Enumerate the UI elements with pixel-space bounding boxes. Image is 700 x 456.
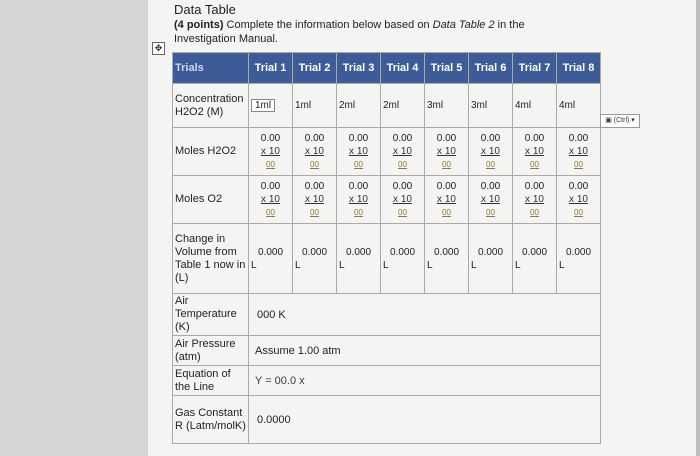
table-cell[interactable] xyxy=(381,176,425,224)
volume-value: 0.000 xyxy=(389,246,416,258)
table-cell[interactable]: 0.0000 xyxy=(249,396,601,444)
table-cell[interactable] xyxy=(557,128,601,176)
exponent: 00 xyxy=(530,160,539,169)
times-ten: x 10 xyxy=(437,194,456,205)
table-cell[interactable] xyxy=(513,84,557,128)
exponent: 00 xyxy=(266,208,275,217)
trial-header: Trial 3 xyxy=(337,53,381,84)
table-cell[interactable] xyxy=(293,176,337,224)
table-cell[interactable] xyxy=(425,84,469,128)
exponent: 00 xyxy=(442,160,451,169)
table-cell[interactable] xyxy=(469,84,513,128)
mantissa: 0.00 xyxy=(568,133,589,144)
table-cell[interactable] xyxy=(425,224,469,294)
table-cell[interactable] xyxy=(557,176,601,224)
table-cell[interactable] xyxy=(557,84,601,128)
times-ten: x 10 xyxy=(349,194,368,205)
air-pressure-row xyxy=(173,336,601,366)
instruction-text: Complete the information below based on xyxy=(223,19,433,31)
concentration-value: 4ml xyxy=(559,100,576,111)
exponent: 00 xyxy=(354,160,363,169)
volume-unit: L xyxy=(251,259,257,271)
volume-unit: L xyxy=(339,259,345,271)
moles-o2-row xyxy=(173,176,601,224)
mantissa: 0.00 xyxy=(524,181,545,192)
times-ten: x 10 xyxy=(569,194,588,205)
trial-header: Trial 7 xyxy=(513,53,557,84)
volume-value: 0.000 xyxy=(345,246,372,258)
air-temperature-row xyxy=(173,294,601,336)
mantissa: 0.00 xyxy=(480,133,501,144)
table-cell[interactable]: 000 K xyxy=(249,294,601,336)
exponent: 00 xyxy=(354,208,363,217)
concentration-value: 1ml xyxy=(295,100,312,111)
volume-value: 0.000 xyxy=(257,246,284,258)
times-ten: x 10 xyxy=(261,146,280,157)
mantissa: 0.00 xyxy=(436,181,457,192)
mantissa: 0.00 xyxy=(568,181,589,192)
instruction-reference: Data Table 2 xyxy=(432,19,495,31)
times-ten: x 10 xyxy=(393,146,412,157)
table-cell[interactable] xyxy=(381,128,425,176)
exponent: 00 xyxy=(486,208,495,217)
instructions xyxy=(174,18,574,46)
times-ten: x 10 xyxy=(437,146,456,157)
header-row xyxy=(173,53,601,84)
trial-header: Trial 6 xyxy=(469,53,513,84)
exponent: 00 xyxy=(574,160,583,169)
table-cell[interactable] xyxy=(469,176,513,224)
table-cell[interactable]: Y = 00.0 x xyxy=(249,366,601,396)
concentration-value: 2ml xyxy=(339,100,356,111)
gas-constant-row xyxy=(173,396,601,444)
times-ten: x 10 xyxy=(481,146,500,157)
times-ten: x 10 xyxy=(393,194,412,205)
table-cell[interactable] xyxy=(293,224,337,294)
row-label: Gas Constant R (Latm/molK) xyxy=(173,396,249,444)
volume-value: 0.000 xyxy=(477,246,504,258)
mantissa: 0.00 xyxy=(524,133,545,144)
table-cell[interactable] xyxy=(337,224,381,294)
page-title: Data Table xyxy=(174,2,236,17)
volume-unit: L xyxy=(515,259,521,271)
table-cell[interactable] xyxy=(337,128,381,176)
mantissa: 0.00 xyxy=(348,133,369,144)
exponent: 00 xyxy=(574,208,583,217)
volume-row xyxy=(173,224,601,294)
table-cell[interactable] xyxy=(249,176,293,224)
table-move-handle-icon[interactable]: ✥ xyxy=(152,42,165,55)
row-label: Change in Volume from Table 1 now in (L) xyxy=(173,224,249,294)
volume-unit: L xyxy=(471,259,477,271)
table-cell[interactable] xyxy=(425,176,469,224)
table-cell[interactable]: Assume 1.00 atm xyxy=(249,336,601,366)
trial-header: Trial 8 xyxy=(557,53,601,84)
concentration-value: 3ml xyxy=(427,100,444,111)
table-cell[interactable] xyxy=(557,224,601,294)
scrollbar-track[interactable] xyxy=(696,0,700,456)
table-cell[interactable] xyxy=(513,224,557,294)
volume-value: 0.000 xyxy=(521,246,548,258)
volume-value: 0.000 xyxy=(565,246,592,258)
mantissa: 0.00 xyxy=(392,133,413,144)
exponent: 00 xyxy=(486,160,495,169)
table-cell[interactable] xyxy=(425,128,469,176)
moles-h2o2-row xyxy=(173,128,601,176)
trial-header: Trial 5 xyxy=(425,53,469,84)
exponent: 00 xyxy=(442,208,451,217)
table-cell[interactable] xyxy=(337,176,381,224)
table-cell[interactable] xyxy=(293,84,337,128)
mantissa: 0.00 xyxy=(392,181,413,192)
row-label: Air Temperature (K) xyxy=(173,294,249,336)
volume-unit: L xyxy=(295,259,301,271)
mantissa: 0.00 xyxy=(260,133,281,144)
mantissa: 0.00 xyxy=(480,181,501,192)
concentration-row xyxy=(173,84,601,128)
table-cell[interactable] xyxy=(381,224,425,294)
times-ten: x 10 xyxy=(525,194,544,205)
times-ten: x 10 xyxy=(349,146,368,157)
concentration-value: 4ml xyxy=(515,100,532,111)
table-cell[interactable] xyxy=(513,176,557,224)
table-cell[interactable] xyxy=(513,128,557,176)
table-cell[interactable] xyxy=(337,84,381,128)
clipboard-icon: ▣ xyxy=(605,117,612,124)
trial-header: Trial 1 xyxy=(249,53,293,84)
times-ten: x 10 xyxy=(569,146,588,157)
row-label: Moles H2O2 xyxy=(173,128,249,176)
exponent: 00 xyxy=(398,160,407,169)
exponent: 00 xyxy=(398,208,407,217)
exponent: 00 xyxy=(310,160,319,169)
trial-header: Trial 4 xyxy=(381,53,425,84)
times-ten: x 10 xyxy=(305,194,324,205)
table-cell[interactable] xyxy=(381,84,425,128)
paste-options-button[interactable] xyxy=(600,114,640,128)
volume-unit: L xyxy=(427,259,433,271)
concentration-value: 3ml xyxy=(471,100,488,111)
table-cell[interactable] xyxy=(469,224,513,294)
exponent: 00 xyxy=(530,208,539,217)
exponent: 00 xyxy=(266,160,275,169)
instruction-tail: in the Investigation Manual. xyxy=(174,19,525,45)
table-cell[interactable] xyxy=(249,224,293,294)
concentration-value: 1ml xyxy=(251,99,275,112)
corner-header: Trials xyxy=(173,53,249,84)
volume-unit: L xyxy=(559,259,565,271)
mantissa: 0.00 xyxy=(436,133,457,144)
equation-row xyxy=(173,366,601,396)
times-ten: x 10 xyxy=(305,146,324,157)
points-label: (4 points) xyxy=(174,19,224,31)
exponent: 00 xyxy=(310,208,319,217)
times-ten: x 10 xyxy=(481,194,500,205)
concentration-value: 2ml xyxy=(383,100,400,111)
paste-options-label: (Ctrl) ▾ xyxy=(613,117,635,124)
mantissa: 0.00 xyxy=(348,181,369,192)
times-ten: x 10 xyxy=(261,194,280,205)
mantissa: 0.00 xyxy=(260,181,281,192)
mantissa: 0.00 xyxy=(304,181,325,192)
volume-unit: L xyxy=(383,259,389,271)
row-label: Concentration H2O2 (M) xyxy=(173,84,249,128)
data-table xyxy=(172,52,601,444)
row-label: Equation of the Line xyxy=(173,366,249,396)
volume-value: 0.000 xyxy=(433,246,460,258)
table-cell[interactable] xyxy=(469,128,513,176)
row-label: Moles O2 xyxy=(173,176,249,224)
mantissa: 0.00 xyxy=(304,133,325,144)
table-cell[interactable] xyxy=(249,84,293,128)
trial-header: Trial 2 xyxy=(293,53,337,84)
table-cell[interactable] xyxy=(293,128,337,176)
times-ten: x 10 xyxy=(525,146,544,157)
table-cell[interactable] xyxy=(249,128,293,176)
volume-value: 0.000 xyxy=(301,246,328,258)
row-label: Air Pressure (atm) xyxy=(173,336,249,366)
